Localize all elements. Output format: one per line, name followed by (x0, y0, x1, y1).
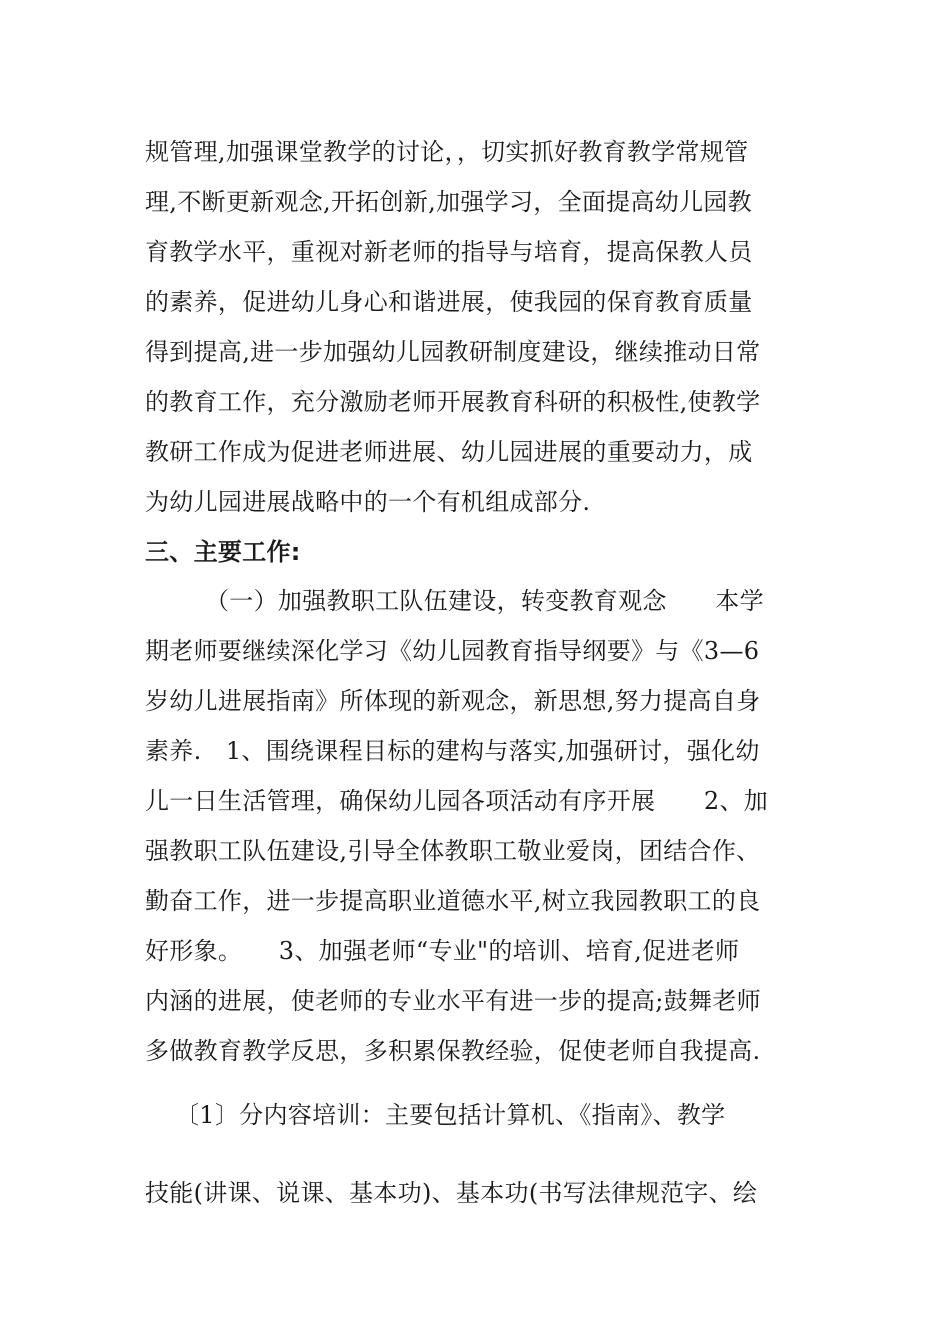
paragraph-line: 规管理,加强课堂教学的讨论，，切实抓好教育教学常规管 (145, 138, 749, 166)
paragraph-line: 期老师要继续深化学习《幼儿园教育指导纲要》与《3—6 (145, 637, 760, 665)
section-heading: 三、主要工作: (145, 538, 301, 566)
paragraph-line: 技能(讲课、说课、基本功)、基本功(书写法律规范字、绘 (145, 1179, 758, 1207)
paragraph-line: （一）加强教职工队伍建设，转变教育观念 本学 (205, 587, 764, 615)
paragraph-line: 理,不断更新观念,开拓创新,加强学习，全面提高幼儿园教 (145, 188, 752, 216)
paragraph-line: 好形象。 3、加强老师“专业"的培训、培育,促进老师 (145, 937, 740, 965)
paragraph-line: 的教育工作，充分激励老师开展教育科研的积极性,使教学 (145, 388, 761, 416)
paragraph-line: 勤奋工作，进一步提高职业道德水平,树立我园教职工的良 (145, 887, 761, 915)
paragraph-line: 为幼儿园进展战略中的一个有机组成部分. (145, 488, 591, 516)
paragraph-line: 〔1〕分内容培训：主要包括计算机、《指南》、教学 (175, 1101, 726, 1129)
paragraph-line: 素养. 1、围绕课程目标的建构与落实,加强研讨，强化幼 (145, 737, 760, 765)
paragraph-line: 得到提高,进一步加强幼儿园教研制度建设，继续推动日常 (145, 338, 761, 366)
paragraph-line: 儿一日生活管理，确保幼儿园各项活动有序开展 2、加 (145, 787, 769, 815)
paragraph-line: 强教职工队伍建设,引导全体教职工敬业爱岗，团结合作、 (145, 837, 761, 865)
paragraph-line: 岁幼儿进展指南》所体现的新观念，新思想,努力提高自身 (145, 687, 761, 715)
paragraph-line: 内涵的进展，使老师的专业水平有进一步的提高;鼓舞老师 (145, 987, 761, 1015)
paragraph-line: 多做教育教学反思，多积累保教经验，促使老师自我提高. (145, 1037, 761, 1065)
paragraph-line: 教研工作成为促进老师进展、幼儿园进展的重要动力，成 (145, 438, 753, 466)
paragraph-line: 育教学水平，重视对新老师的指导与培育，提高保教人员 (145, 238, 753, 266)
paragraph-line: 的素养，促进幼儿身心和谐进展，使我园的保育教育质量 (145, 288, 753, 316)
